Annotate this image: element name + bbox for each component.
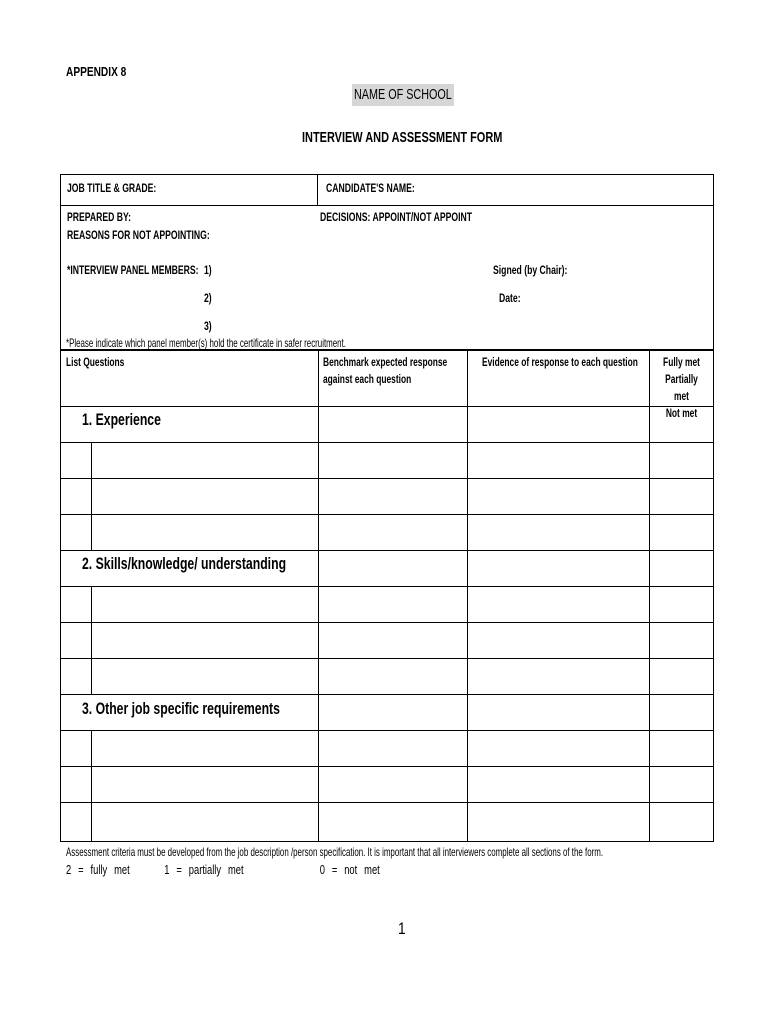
- section-skills: 2. Skills/knowledge/ understanding: [82, 554, 287, 573]
- panel-member-2[interactable]: 2): [204, 291, 212, 305]
- table-cell[interactable]: [467, 658, 650, 695]
- table-cell[interactable]: [60, 514, 92, 551]
- table-cell[interactable]: [649, 658, 714, 695]
- table-cell[interactable]: [649, 622, 714, 659]
- signed-field[interactable]: Signed (by Chair):: [493, 263, 568, 277]
- evidence-header: Evidence of response to each question: [482, 355, 638, 369]
- table-cell[interactable]: [467, 694, 650, 731]
- criteria-note: Assessment criteria must be developed from the job description /person specification. It is important that all interviewers complete all sections of the form.: [66, 845, 604, 859]
- table-cell[interactable]: [649, 586, 714, 623]
- table-cell[interactable]: [467, 550, 650, 587]
- table-cell[interactable]: [91, 730, 319, 767]
- table-cell[interactable]: [318, 514, 468, 551]
- assessment-table: [60, 350, 714, 842]
- table-cell[interactable]: [91, 478, 319, 515]
- divider: [317, 175, 318, 205]
- table-cell[interactable]: [318, 622, 468, 659]
- scale-not: 0 = not met: [319, 862, 380, 877]
- table-cell[interactable]: [649, 442, 714, 479]
- table-cell[interactable]: [649, 478, 714, 515]
- table-cell[interactable]: [318, 766, 468, 803]
- rating-header: Fully met Partially met Not met: [663, 355, 700, 420]
- table-cell[interactable]: [318, 658, 468, 695]
- table-cell[interactable]: [649, 730, 714, 767]
- candidate-name-field[interactable]: CANDIDATE'S NAME:: [326, 181, 415, 195]
- table-cell[interactable]: [467, 478, 650, 515]
- table-cell[interactable]: [318, 478, 468, 515]
- decisions-field[interactable]: DECISIONS: APPOINT/NOT APPOINT: [320, 210, 473, 224]
- table-cell[interactable]: [649, 514, 714, 551]
- questions-header: List Questions: [66, 355, 125, 369]
- panel-note: *Please indicate which panel member(s) hold the certificate in safer recruitment.: [66, 336, 346, 350]
- table-cell[interactable]: [91, 802, 319, 842]
- table-cell[interactable]: [649, 694, 714, 731]
- table-cell[interactable]: [318, 442, 468, 479]
- table-cell[interactable]: [467, 802, 650, 842]
- table-cell[interactable]: [318, 730, 468, 767]
- table-cell[interactable]: [467, 406, 650, 443]
- rating-scale: [66, 862, 502, 877]
- table-cell[interactable]: [60, 622, 92, 659]
- table-cell[interactable]: [91, 586, 319, 623]
- reasons-field[interactable]: REASONS FOR NOT APPOINTING:: [67, 228, 210, 242]
- panel-member-3[interactable]: 3): [204, 319, 212, 333]
- table-cell[interactable]: [467, 586, 650, 623]
- panel-members-label: *INTERVIEW PANEL MEMBERS:: [67, 263, 199, 277]
- details-box: [60, 174, 714, 350]
- table-cell[interactable]: [60, 658, 92, 695]
- table-cell[interactable]: [60, 478, 92, 515]
- table-cell[interactable]: [318, 586, 468, 623]
- table-cell[interactable]: [60, 442, 92, 479]
- scale-fully: 2 = fully met: [66, 862, 130, 877]
- table-cell[interactable]: [467, 730, 650, 767]
- benchmark-header: Benchmark expected response against each question: [323, 355, 448, 386]
- table-cell[interactable]: [467, 622, 650, 659]
- divider: [61, 205, 713, 206]
- form-title: INTERVIEW AND ASSESSMENT FORM: [302, 129, 503, 146]
- table-cell[interactable]: [60, 730, 92, 767]
- table-cell[interactable]: [467, 766, 650, 803]
- prepared-by-field[interactable]: PREPARED BY:: [67, 210, 132, 224]
- section-experience: 1. Experience: [82, 410, 161, 429]
- table-cell[interactable]: [60, 802, 92, 842]
- school-name: NAME OF SCHOOL: [352, 84, 454, 106]
- table-cell[interactable]: [91, 622, 319, 659]
- job-title-field[interactable]: JOB TITLE & GRADE:: [67, 181, 157, 195]
- table-cell[interactable]: [649, 802, 714, 842]
- table-cell[interactable]: [91, 514, 319, 551]
- page-number: 1: [398, 919, 406, 938]
- table-cell[interactable]: [318, 406, 468, 443]
- table-cell[interactable]: [60, 586, 92, 623]
- table-cell[interactable]: [91, 442, 319, 479]
- scale-partially: 1 = partially met: [164, 862, 244, 877]
- table-cell[interactable]: [318, 802, 468, 842]
- table-cell[interactable]: [649, 550, 714, 587]
- appendix-label: APPENDIX 8: [66, 64, 127, 79]
- table-cell[interactable]: [60, 766, 92, 803]
- table-cell[interactable]: [91, 658, 319, 695]
- table-cell[interactable]: [467, 514, 650, 551]
- date-field[interactable]: Date:: [499, 291, 521, 305]
- panel-member-1[interactable]: 1): [204, 263, 212, 277]
- table-cell[interactable]: [467, 442, 650, 479]
- table-cell[interactable]: [649, 766, 714, 803]
- table-cell[interactable]: [91, 766, 319, 803]
- table-cell[interactable]: [649, 406, 714, 443]
- section-other-requirements: 3. Other job specific requirements: [82, 699, 280, 718]
